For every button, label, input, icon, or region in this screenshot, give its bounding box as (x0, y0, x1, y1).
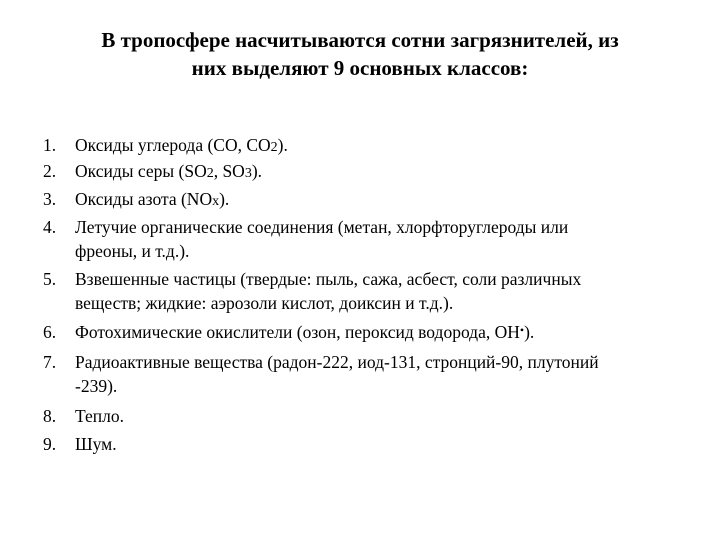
list-item-line: Радиоактивные вещества (радон-222, иод-131, стронций-90, плутоний (75, 352, 599, 372)
title-line-1: В тропосфере насчитываются сотни загрязнителей, из (101, 28, 619, 52)
list-item-number: 4. (43, 217, 57, 237)
list-item-number: 3. (43, 189, 57, 209)
list-item-number: 8. (43, 406, 57, 426)
list-item-line: -239). (75, 376, 118, 396)
list-item-line: Шум. (75, 434, 117, 454)
list-item-number: 1. (43, 135, 57, 155)
list-item-number: 6. (43, 322, 57, 342)
list-item-line: Оксиды серы (SO2, SO3). (75, 161, 263, 181)
list-item-number: 7. (43, 352, 57, 372)
list-item-line: фреоны, и т.д.). (75, 241, 190, 261)
list-item-number: 9. (43, 434, 57, 454)
list-item-line: веществ; жидкие: аэрозоли кислот, доиксин и т.д.). (75, 293, 454, 313)
list-item-line: Фотохимические окислители (озон, пероксид водорода, ОН•). (75, 322, 535, 342)
list-item-line: Оксиды азота (NOx). (75, 189, 230, 209)
list-item-number: 5. (43, 269, 57, 289)
list-item-line: Летучие органические соединения (метан, хлорфторуглероды или (75, 217, 569, 237)
list-item-line: Взвешенные частицы (твердые: пыль, сажа, асбест, соли различных (75, 269, 582, 289)
list-item-number: 2. (43, 161, 57, 181)
list-item-line: Тепло. (75, 406, 125, 426)
slide-title (40, 26, 680, 82)
title-line-2: них выделяют 9 основных классов: (191, 56, 529, 80)
list-item-line: Оксиды углерода (СО, СО2). (75, 135, 288, 155)
